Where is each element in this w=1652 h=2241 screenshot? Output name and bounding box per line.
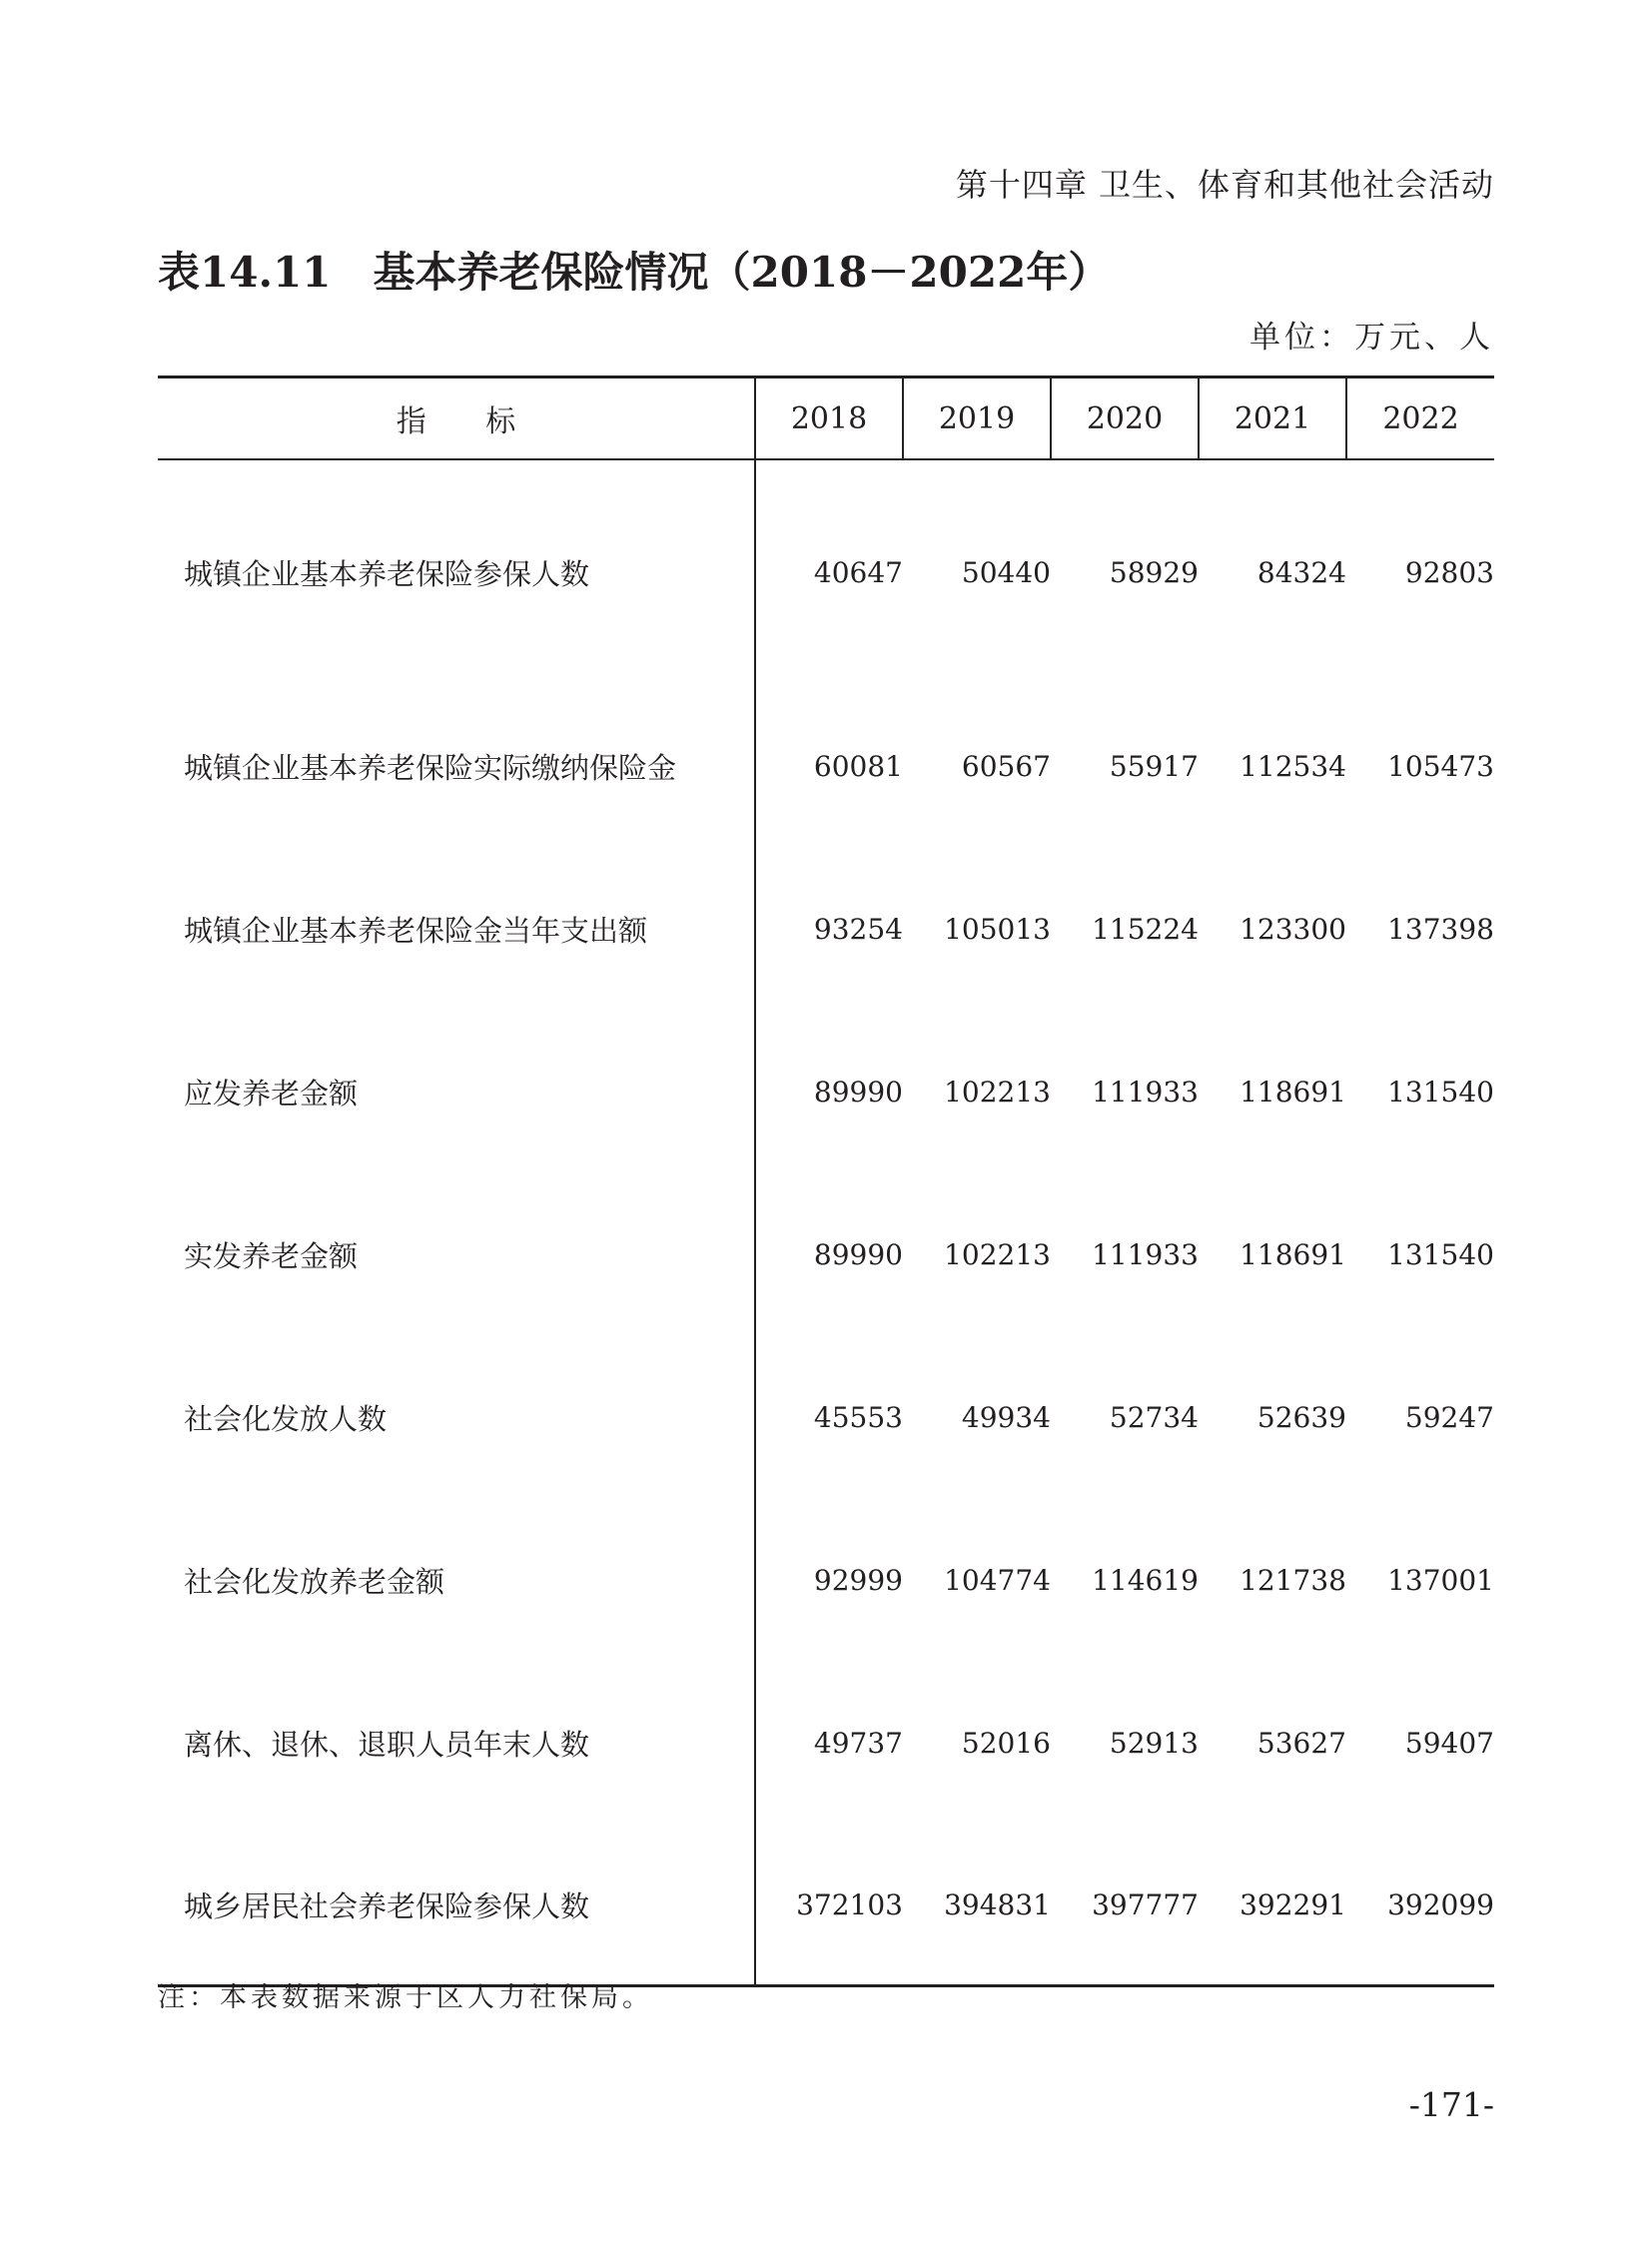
cell-value: 59407: [1404, 1727, 1494, 1760]
cell-value: 92803: [1404, 556, 1494, 589]
pension-table: [158, 375, 1494, 1987]
cell-value: 102213: [944, 1076, 1051, 1109]
cell-value: 137001: [1387, 1564, 1494, 1597]
cell-value: 53627: [1256, 1727, 1346, 1760]
table-row: [158, 1011, 1494, 1173]
row-label: 应发养老金额: [158, 1011, 755, 1173]
table-note: 注：本表数据来源于区人力社保局。: [158, 1982, 653, 2013]
cell-value: 52016: [961, 1727, 1051, 1760]
cell-value: 104774: [944, 1564, 1051, 1597]
cell-value: 105013: [944, 913, 1051, 946]
header-indicator: 指 标: [158, 377, 755, 460]
row-label: 实发养老金额: [158, 1173, 755, 1336]
cell-value: 49934: [961, 1401, 1051, 1434]
cell-value: 89990: [813, 1238, 903, 1271]
cell-value: 60567: [961, 750, 1051, 783]
cell-value: 118691: [1239, 1076, 1346, 1109]
cell-value: 123300: [1239, 913, 1346, 946]
row-label: 城镇企业基本养老保险金当年支出额: [158, 848, 755, 1011]
cell-value: 52639: [1256, 1401, 1346, 1434]
cell-value: 372103: [796, 1887, 903, 1921]
header-year-2022: 2022: [1346, 377, 1494, 460]
table-header-row: [158, 377, 1494, 460]
cell-value: 397777: [1092, 1887, 1199, 1921]
cell-value: 394831: [944, 1887, 1051, 1921]
row-label: 社会化发放人数: [158, 1336, 755, 1499]
cell-value: 111933: [1092, 1076, 1199, 1109]
table-title-text: 基本养老保险情况（2018－2022年）: [373, 248, 1111, 297]
header-year-2021: 2021: [1199, 377, 1346, 460]
row-label: 城乡居民社会养老保险参保人数: [158, 1825, 755, 1986]
cell-value: 121738: [1239, 1564, 1346, 1597]
cell-value: 84324: [1256, 556, 1346, 589]
cell-value: 102213: [944, 1238, 1051, 1271]
cell-value: 118691: [1239, 1238, 1346, 1271]
table-row: [158, 848, 1494, 1011]
row-label: 社会化发放养老金额: [158, 1499, 755, 1662]
page-number: -171-: [1408, 2085, 1494, 2124]
cell-value: 52734: [1109, 1401, 1199, 1434]
row-label: 城镇企业基本养老保险参保人数: [158, 459, 755, 685]
header-year-2018: 2018: [755, 377, 903, 460]
cell-value: 89990: [813, 1076, 903, 1109]
cell-value: 115224: [1092, 913, 1199, 946]
table-row: [158, 1662, 1494, 1825]
cell-value: 40647: [813, 556, 903, 589]
cell-value: 49737: [813, 1727, 903, 1760]
cell-value: 52913: [1109, 1727, 1199, 1760]
chapter-header: 第十四章 卫生、体育和其他社会活动: [955, 166, 1494, 204]
table-row: [158, 685, 1494, 848]
cell-value: 392291: [1239, 1887, 1346, 1921]
cell-value: 59247: [1404, 1401, 1494, 1434]
cell-value: 58929: [1109, 556, 1199, 589]
table-row: [158, 1499, 1494, 1662]
header-year-2020: 2020: [1051, 377, 1199, 460]
cell-value: 137398: [1387, 913, 1494, 946]
table-number: 表14.11: [158, 248, 332, 297]
unit-label: 单位：万元、人: [1249, 320, 1494, 356]
cell-value: 93254: [813, 913, 903, 946]
cell-value: 131540: [1387, 1076, 1494, 1109]
cell-value: 92999: [813, 1564, 903, 1597]
table-title: [158, 240, 1110, 300]
header-year-2019: 2019: [903, 377, 1051, 460]
cell-value: 45553: [813, 1401, 903, 1434]
cell-value: 392099: [1387, 1887, 1494, 1921]
cell-value: 112534: [1239, 750, 1346, 783]
cell-value: 50440: [961, 556, 1051, 589]
cell-value: 60081: [813, 750, 903, 783]
table-row: [158, 1825, 1494, 1986]
cell-value: 114619: [1092, 1564, 1199, 1597]
cell-value: 55917: [1109, 750, 1199, 783]
table-row: [158, 459, 1494, 685]
cell-value: 111933: [1092, 1238, 1199, 1271]
row-label: 城镇企业基本养老保险实际缴纳保险金: [158, 685, 755, 848]
cell-value: 131540: [1387, 1238, 1494, 1271]
cell-value: 105473: [1387, 750, 1494, 783]
row-label: 离休、退休、退职人员年末人数: [158, 1662, 755, 1825]
table-row: [158, 1336, 1494, 1499]
table-row: [158, 1173, 1494, 1336]
